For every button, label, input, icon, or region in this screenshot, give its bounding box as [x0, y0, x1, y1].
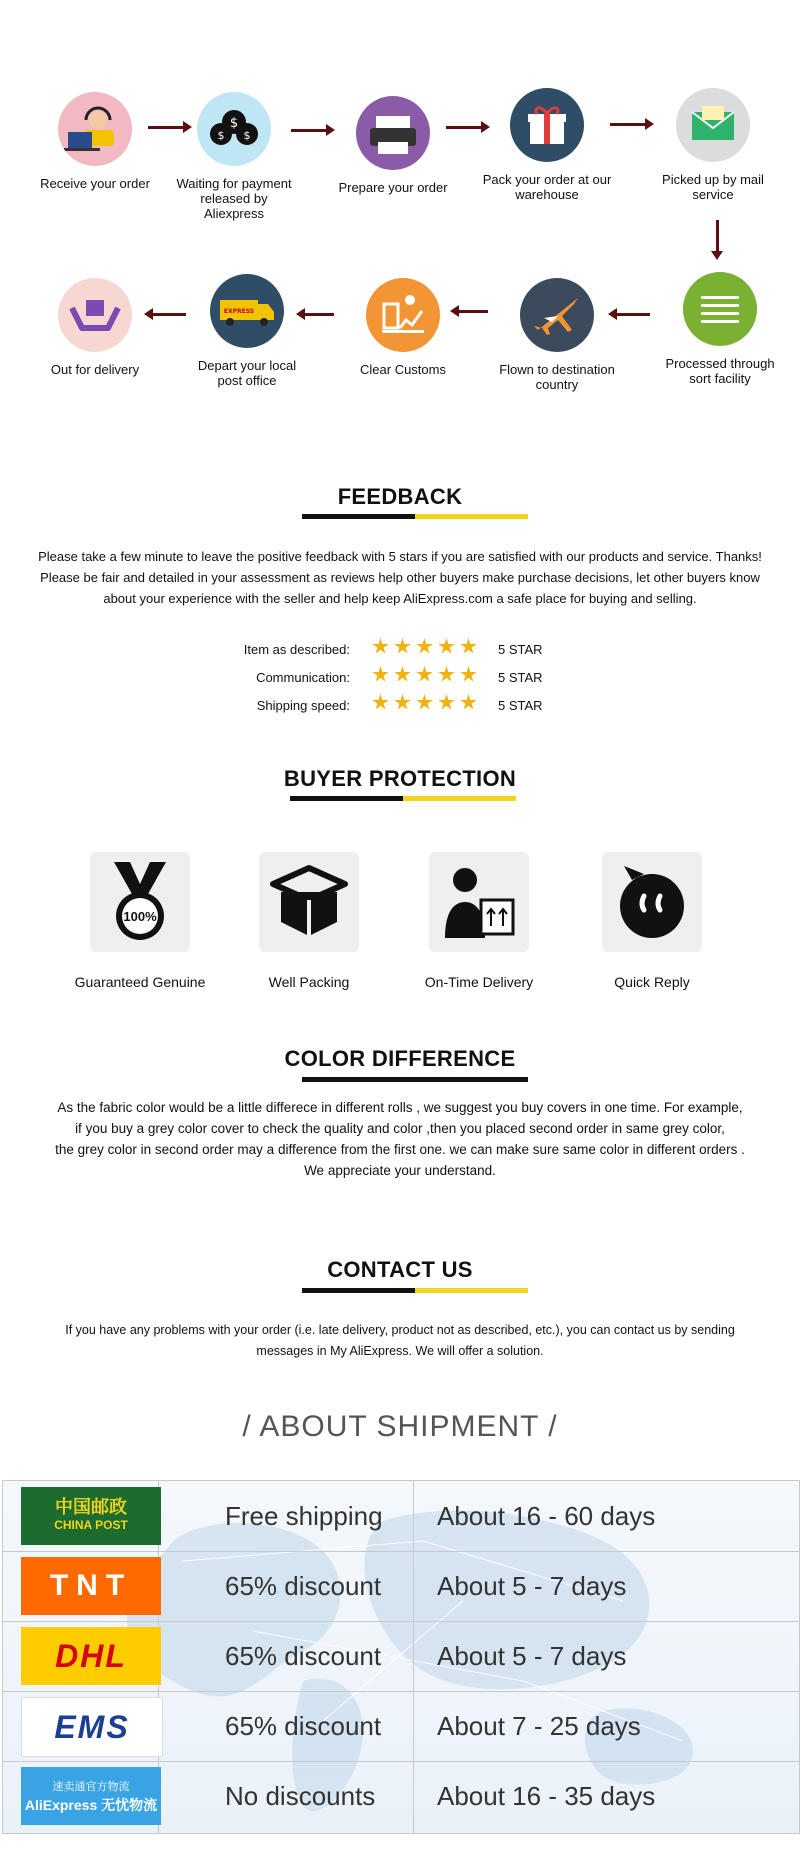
- chat-bubble-icon: [602, 852, 702, 952]
- feedback-title-underline: [302, 514, 528, 519]
- buyer-protection-title: BUYER PROTECTION: [283, 766, 517, 791]
- protection-label: Well Packing: [268, 974, 350, 990]
- money-bags-icon: [197, 92, 271, 166]
- feedback-text: Please take a few minute to leave the positive feedback with 5 stars if you are satisfied with our products and service. Thanks! Please be fair and detailed in your assessment as reviews help other buyers make purchase decisions, let other buyers know about your experience with the seller and help keep AliExpress.com a safe place for buying and selling.: [38, 549, 762, 606]
- hands-package-icon: [58, 278, 132, 352]
- shipment-discount: No discounts: [225, 1781, 376, 1811]
- svg-text:$: $: [217, 129, 225, 142]
- shipment-days: About 7 - 25 days: [437, 1711, 641, 1741]
- five-stars-icon: [372, 694, 482, 714]
- open-box-icon: [259, 852, 359, 952]
- delivery-man-icon: [429, 852, 529, 952]
- on-time-delivery: [394, 852, 564, 990]
- shipment-discount: Free shipping: [225, 1501, 383, 1531]
- svg-text:EXPRESS: EXPRESS: [223, 308, 255, 315]
- rating-label: Item as described:: [243, 642, 350, 657]
- about-shipment-title: / ABOUT SHIPMENT /: [242, 1410, 558, 1443]
- arrow-down-icon: [716, 220, 719, 252]
- tnt-logo: TNT: [21, 1557, 161, 1615]
- dhl-logo: DHL: [21, 1627, 161, 1685]
- well-packing: [224, 852, 394, 990]
- shipment-discount: 65% discount: [225, 1641, 382, 1671]
- sort-lines-icon: [683, 272, 757, 346]
- guaranteed-genuine: [55, 852, 225, 990]
- step-processed-sort: [645, 272, 795, 386]
- feedback-title: FEEDBACK: [337, 484, 463, 509]
- five-stars-icon: [372, 666, 482, 686]
- step-receive-order: [20, 92, 170, 191]
- customer-service-icon: [58, 92, 132, 166]
- step-pack-order: [472, 88, 622, 202]
- step-flown-destination: [482, 278, 632, 392]
- step-picked-up: [638, 88, 788, 202]
- contact-us-underline: [302, 1288, 528, 1293]
- step-depart-post-office: [172, 274, 322, 388]
- rating-label: Communication:: [256, 670, 350, 685]
- shipment-discount: 65% discount: [225, 1571, 382, 1601]
- shipment-days: About 5 - 7 days: [437, 1571, 627, 1601]
- medal-icon: [90, 852, 190, 952]
- printer-icon: [356, 96, 430, 170]
- airplane-icon: [520, 278, 594, 352]
- gift-box-icon: [510, 88, 584, 162]
- rating-item-described: [0, 638, 800, 662]
- shipment-row-ems: [3, 1691, 799, 1762]
- color-difference-text: As the fabric color would be a little differece in different rolls , we suggest you buy covers in one time. For example, if you buy a grey color cover to check the quality and color ,then you placed second order in same grey color, the grey color in second order may a difference from the first one. we can make sure same color in different orders . We appreciate your understand.: [55, 1100, 745, 1178]
- china-post-logo: 中国邮政 CHINA POST: [21, 1487, 161, 1545]
- delivery-truck-icon: [210, 274, 284, 348]
- svg-text:$: $: [243, 129, 251, 142]
- step-label: Receive your order: [40, 176, 150, 191]
- customs-officer-icon: [366, 278, 440, 352]
- shipment-row-aliexpress: [3, 1761, 799, 1831]
- svg-text:$: $: [229, 116, 239, 131]
- shipment-days: About 5 - 7 days: [437, 1641, 627, 1671]
- color-difference-underline: [302, 1077, 528, 1082]
- step-label: Processed through sort facility: [665, 356, 775, 386]
- protection-label: On-Time Delivery: [424, 974, 534, 990]
- shipment-row-china-post: [3, 1481, 799, 1552]
- step-label: Picked up by mail service: [662, 172, 764, 202]
- rating-value: 5 STAR: [498, 670, 543, 685]
- step-label: Flown to destination country: [499, 362, 615, 392]
- step-out-for-delivery: [20, 278, 170, 377]
- step-label: Out for delivery: [50, 362, 140, 377]
- rating-value: 5 STAR: [498, 642, 543, 657]
- step-label: Depart your local post office: [197, 358, 297, 388]
- shipment-days: About 16 - 35 days: [437, 1781, 656, 1811]
- contact-us-title: CONTACT US: [327, 1257, 473, 1282]
- shipment-discount: 65% discount: [225, 1711, 382, 1741]
- step-label: Pack your order at our warehouse: [482, 172, 612, 202]
- step-prepare-order: [318, 96, 468, 195]
- shipment-table: [2, 1480, 800, 1834]
- step-label: Clear Customs: [360, 362, 446, 377]
- step-waiting-payment: [159, 92, 309, 221]
- contact-text: If you have any problems with your order (i.e. late delivery, product not as described, etc.), you can contact us by sending messages in My AliExpress. We will offer a solution.: [65, 1323, 735, 1358]
- shipment-row-dhl: [3, 1621, 799, 1692]
- quick-reply: [567, 852, 737, 990]
- step-clear-customs: [328, 278, 478, 377]
- protection-label: Guaranteed Genuine: [74, 974, 206, 990]
- svg-text:100%: 100%: [123, 909, 157, 924]
- aliexpress-logistics-logo: 速卖通官方物流 AliExpress 无忧物流: [21, 1767, 161, 1825]
- buyer-protection-underline: [290, 796, 516, 801]
- protection-label: Quick Reply: [614, 974, 690, 990]
- step-label: Prepare your order: [338, 180, 448, 195]
- ems-logo: EMS: [21, 1697, 163, 1757]
- step-label: Waiting for payment released by Aliexpress: [176, 176, 292, 221]
- five-stars-icon: [372, 638, 482, 658]
- color-difference-title: COLOR DIFFERENCE: [284, 1046, 516, 1071]
- rating-communication: [0, 666, 800, 690]
- shipment-days: About 16 - 60 days: [437, 1501, 656, 1531]
- shipment-row-tnt: [3, 1551, 799, 1622]
- rating-shipping-speed: [0, 694, 800, 718]
- rating-value: 5 STAR: [498, 698, 543, 713]
- envelope-icon: [676, 88, 750, 162]
- rating-label: Shipping speed:: [256, 698, 350, 713]
